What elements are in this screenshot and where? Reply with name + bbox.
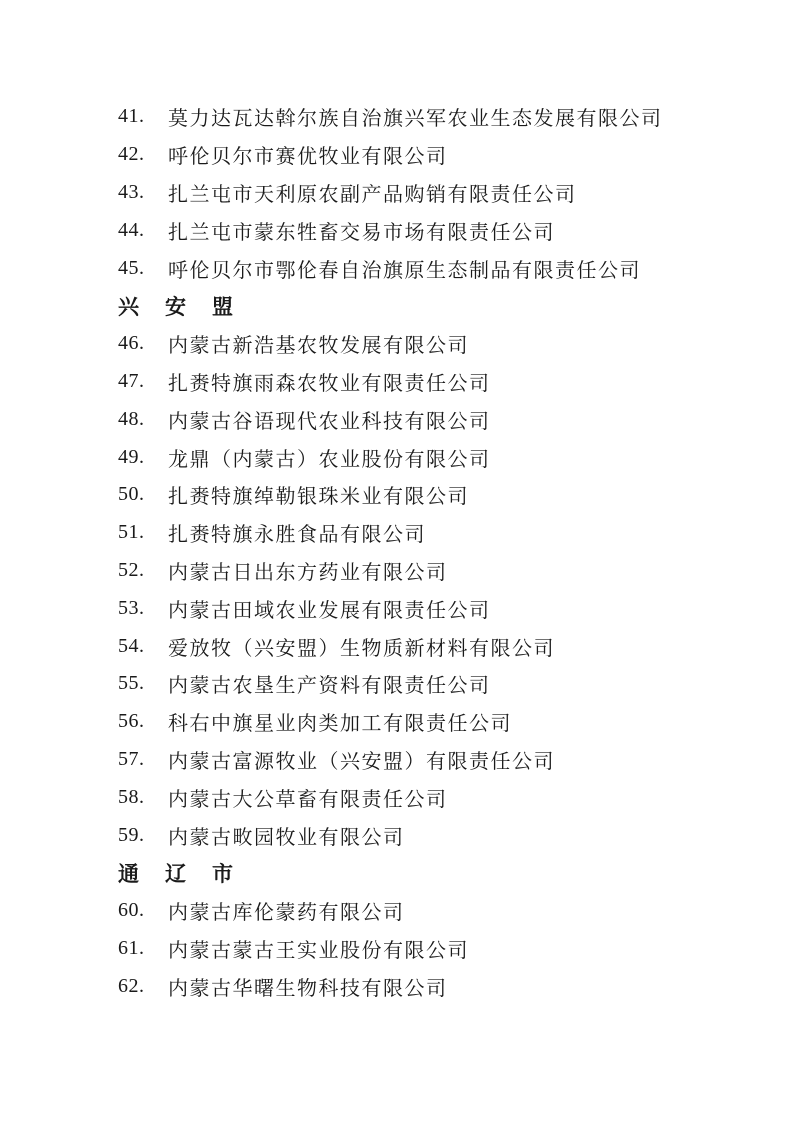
list-item — [118, 514, 733, 552]
list-item — [118, 400, 733, 438]
company-name: 内蒙古库伦蒙药有限公司 — [168, 902, 405, 925]
item-number: 41. — [118, 105, 145, 128]
item-number: 49. — [118, 445, 145, 468]
item-number: 43. — [118, 180, 145, 203]
company-name: 内蒙古农垦生产资料有限责任公司 — [168, 675, 491, 698]
company-name: 呼伦贝尔市鄂伦春自治旗原生态制品有限责任公司 — [168, 259, 641, 282]
section-header — [118, 854, 733, 892]
item-number: 53. — [118, 596, 145, 619]
company-name: 扎兰屯市天利原农副产品购销有限责任公司 — [168, 183, 577, 206]
list-item — [118, 174, 733, 212]
list-item — [118, 967, 733, 1005]
item-number: 57. — [118, 747, 145, 770]
list-item — [118, 552, 733, 590]
list-item — [118, 741, 733, 779]
item-number: 42. — [118, 143, 145, 166]
list-item — [118, 363, 733, 401]
item-number: 62. — [118, 974, 145, 997]
company-name: 内蒙古富源牧业（兴安盟）有限责任公司 — [168, 750, 555, 773]
company-name: 内蒙古畋园牧业有限公司 — [168, 826, 405, 849]
list-item — [118, 211, 733, 249]
item-number: 58. — [118, 785, 145, 808]
company-name: 科右中旗星业肉类加工有限责任公司 — [168, 713, 512, 736]
company-name: 爱放牧（兴安盟）生物质新材料有限公司 — [168, 637, 555, 660]
company-name: 扎赉特旗绰勒银珠米业有限公司 — [168, 486, 469, 509]
section-header-label: 通辽市 — [118, 862, 259, 886]
list-item — [118, 136, 733, 174]
company-name: 内蒙古大公草畜有限责任公司 — [168, 788, 448, 811]
item-number: 56. — [118, 710, 145, 733]
item-number: 47. — [118, 369, 145, 392]
company-name: 内蒙古田域农业发展有限责任公司 — [168, 599, 491, 622]
company-name: 内蒙古谷语现代农业科技有限公司 — [168, 410, 491, 433]
company-name: 扎赉特旗永胜食品有限公司 — [168, 524, 426, 547]
item-number: 61. — [118, 936, 145, 959]
section-header-label: 兴安盟 — [118, 295, 259, 319]
item-number: 48. — [118, 407, 145, 430]
list-item — [118, 249, 733, 287]
list-item — [118, 892, 733, 930]
list-item — [118, 438, 733, 476]
item-number: 60. — [118, 899, 145, 922]
list-item — [118, 98, 733, 136]
item-number: 45. — [118, 256, 145, 279]
item-number: 51. — [118, 521, 145, 544]
list-item — [118, 778, 733, 816]
list-item — [118, 325, 733, 363]
company-name: 扎兰屯市蒙东牲畜交易市场有限责任公司 — [168, 221, 555, 244]
company-name: 呼伦贝尔市赛优牧业有限公司 — [168, 146, 448, 169]
company-name: 扎赉特旗雨森农牧业有限责任公司 — [168, 372, 491, 395]
item-number: 54. — [118, 634, 145, 657]
item-number: 59. — [118, 823, 145, 846]
list-item — [118, 476, 733, 514]
list-item — [118, 589, 733, 627]
list-item — [118, 703, 733, 741]
company-name: 内蒙古新浩基农牧发展有限公司 — [168, 335, 469, 358]
item-number: 50. — [118, 483, 145, 506]
item-number: 55. — [118, 672, 145, 695]
company-name: 内蒙古华曙生物科技有限公司 — [168, 977, 448, 1000]
list-item — [118, 665, 733, 703]
item-number: 46. — [118, 332, 145, 355]
company-name: 内蒙古日出东方药业有限公司 — [168, 561, 448, 584]
list-item — [118, 930, 733, 968]
item-number: 52. — [118, 558, 145, 581]
company-name: 内蒙古蒙古王实业股份有限公司 — [168, 939, 469, 962]
section-header — [118, 287, 733, 325]
item-number: 44. — [118, 218, 145, 241]
list-item — [118, 627, 733, 665]
list-item — [118, 816, 733, 854]
company-name: 龙鼎（内蒙古）农业股份有限公司 — [168, 448, 491, 471]
company-name: 莫力达瓦达斡尔族自治旗兴军农业生态发展有限公司 — [168, 108, 663, 131]
